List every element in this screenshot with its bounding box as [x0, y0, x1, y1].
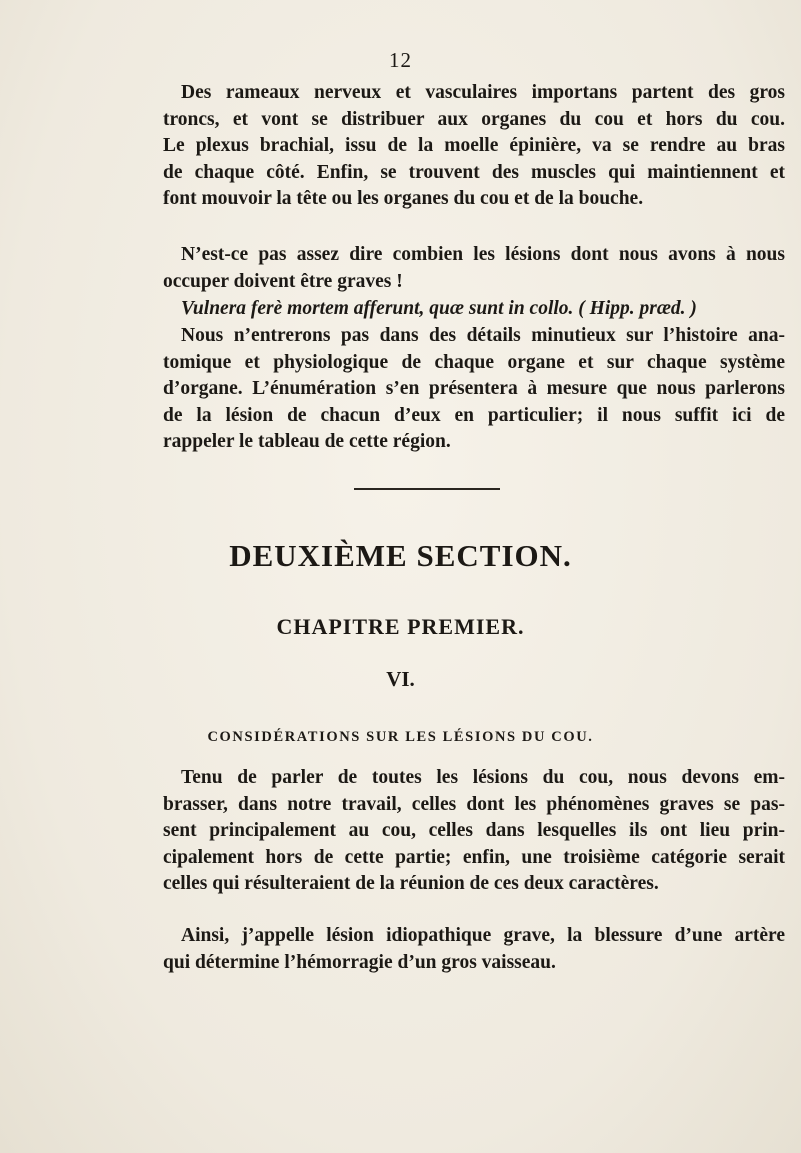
text-line: Tenu de parler de toutes les lésions du cou, nous devons em-	[181, 767, 785, 788]
body-paragraph-2	[163, 923, 785, 976]
text-line: d’organe. L’énumération s’en présentera à mesure que nous parlerons	[163, 378, 785, 400]
chapter-number: VI.	[386, 667, 415, 691]
chapter-title: CHAPITRE PREMIER.	[276, 614, 525, 639]
intro-paragraph-1	[163, 80, 785, 213]
text-line: Des rameaux nerveux et vasculaires importans partent des gros	[181, 82, 785, 103]
quote-line: Vulnera ferè mortem afferunt, quæ sunt in collo. ( Hipp. præd. )	[181, 298, 697, 319]
body-paragraph-1	[163, 765, 785, 898]
text-line: brasser, dans notre travail, celles dont les phénomènes graves se pas-	[163, 793, 785, 815]
chapter-subtitle: CONSIDÉRATIONS SUR LES LÉSIONS DU COU.	[207, 729, 594, 745]
section-divider	[354, 488, 500, 490]
text-line: rappeler le tableau de cette région.	[163, 431, 451, 453]
section-title: DEUXIÈME SECTION.	[229, 538, 572, 573]
text-line: de chaque côté. Enfin, se trouvent des muscles qui maintiennent et	[163, 161, 785, 183]
text-line: troncs, et vont se distribuer aux organes du cou et hors du cou.	[163, 108, 785, 130]
text-line: Le plexus brachial, issu de la moelle épinière, va se rendre au bras	[163, 135, 785, 157]
text-line: celles qui résulteraient de la réunion de ces deux caractères.	[163, 873, 659, 895]
intro-paragraph-2	[163, 242, 785, 295]
text-line: Nous n’entrerons pas dans des détails minutieux sur l’histoire ana-	[181, 325, 785, 346]
latin-quote	[163, 296, 785, 323]
text-line: font mouvoir la tête ou les organes du cou et de la bouche.	[163, 188, 644, 210]
text-line: de la lésion de chacun d’eux en particulier; il nous suffit ici de	[163, 404, 785, 426]
intro-paragraph-3	[163, 323, 785, 456]
text-line: occuper doivent être graves !	[163, 270, 403, 292]
text-line: N’est-ce pas assez dire combien les lésions dont nous avons à nous	[181, 244, 785, 265]
text-line: sent principalement au cou, celles dans lesquelles ils ont lieu prin-	[163, 820, 785, 842]
text-line: qui détermine l’hémorragie d’un gros vaisseau.	[163, 951, 556, 973]
page-number: 12	[389, 48, 412, 72]
text-line: Ainsi, j’appelle lésion idiopathique grave, la blessure d’une artère	[181, 925, 785, 946]
text-line: cipalement hors de cette partie; enfin, une troisième catégorie serait	[163, 846, 785, 868]
text-line: tomique et physiologique de chaque organe et sur chaque système	[163, 351, 785, 373]
